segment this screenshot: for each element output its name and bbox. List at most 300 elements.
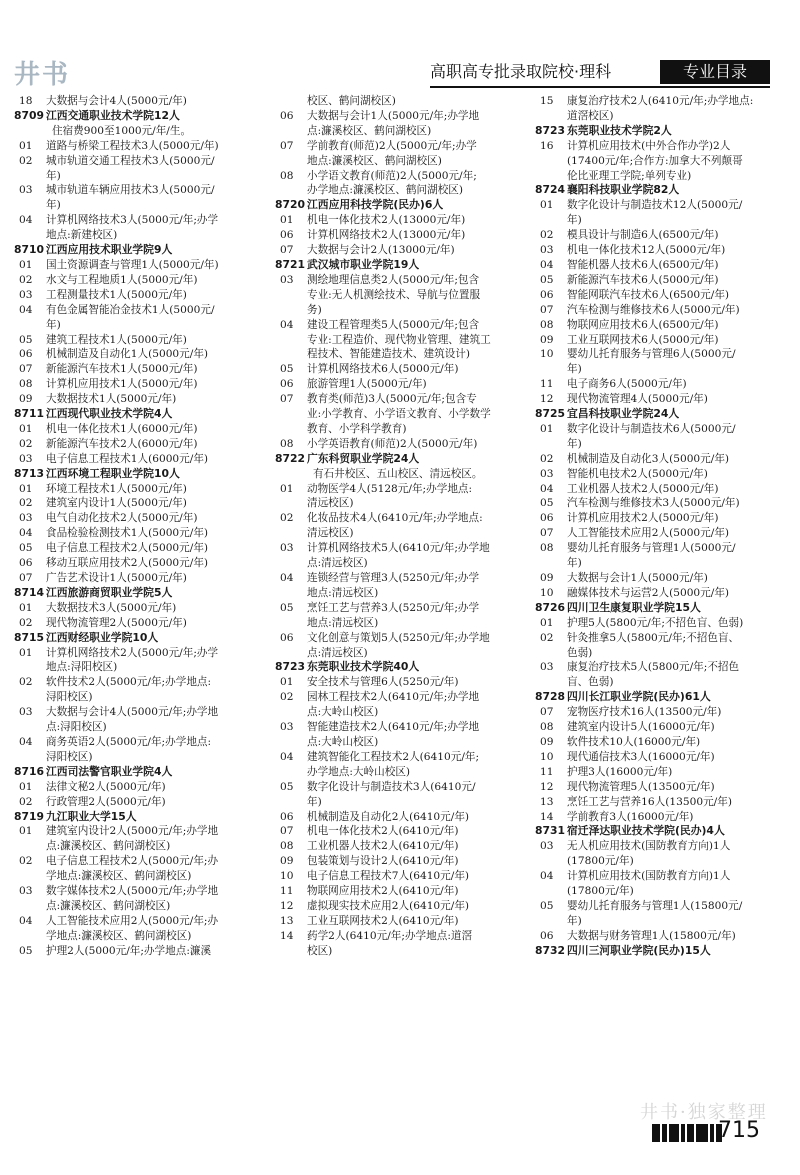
entry-text: 婴幼儿托育服务与管理1人(15800元/ (567, 899, 743, 912)
program-entry (14, 347, 269, 362)
entry-text: 学地点:濂溪校区、鹤问湖校区) (46, 870, 192, 883)
entry-text: 学前教育(师范)2人(5000元/年;办学 (307, 139, 477, 152)
entry-continuation (535, 675, 790, 690)
program-entry (14, 735, 269, 750)
program-entry (275, 601, 530, 616)
entry-text: 水文与工程地质1人(5000元/年) (46, 273, 198, 286)
program-code: 08 (280, 840, 294, 853)
entry-continuation (14, 720, 269, 735)
entry-text: 年) (307, 795, 322, 808)
program-entry (275, 571, 530, 586)
entry-text: 盲、色弱) (567, 676, 614, 689)
entry-text: 点:濂溪校区、鹤问湖校区) (307, 124, 432, 137)
program-code: 02 (19, 616, 33, 629)
program-entry (535, 526, 790, 541)
school-heading (14, 467, 269, 482)
entry-continuation (275, 347, 530, 362)
school-name: 九江职业大学15人 (46, 809, 137, 823)
school-heading (535, 944, 790, 959)
program-entry (535, 452, 790, 467)
entry-text: 建筑室内设计2人(5000元/年;办学地 (46, 825, 219, 838)
program-entry (275, 914, 530, 929)
entry-text: 地点:新建校区) (46, 229, 118, 242)
entry-text: 点:清远校区) (307, 557, 368, 570)
entry-text: 移动互联应用技术2人(5000元/年) (46, 557, 209, 570)
entry-text: 机械制造及自动化1人(5000元/年) (46, 348, 209, 361)
program-entry (14, 616, 269, 631)
entry-text: 点:清远校区) (307, 646, 368, 659)
entry-continuation (14, 318, 269, 333)
entry-continuation (275, 944, 530, 959)
school-code: 8723 (275, 660, 306, 674)
program-entry (535, 228, 790, 243)
program-code: 09 (540, 735, 554, 748)
program-entry (14, 139, 269, 154)
school-name: 江西司法警官职业学院4人 (46, 764, 173, 778)
program-code: 06 (280, 378, 294, 391)
program-entry (535, 616, 790, 631)
school-heading (275, 258, 530, 273)
school-note (14, 124, 269, 139)
school-name: 江西旅游商贸职业学院5人 (46, 585, 173, 599)
program-entry (14, 556, 269, 571)
program-entry (535, 392, 790, 407)
program-entry (275, 824, 530, 839)
entry-text: 点:浔阳校区) (46, 721, 107, 734)
school-heading (14, 109, 269, 124)
program-code: 04 (19, 214, 33, 227)
entry-text: 数字化设计与制造技术3人(6410元/ (307, 780, 476, 793)
program-entry (535, 750, 790, 765)
program-code: 03 (540, 244, 554, 257)
program-entry (14, 437, 269, 452)
program-entry (535, 795, 790, 810)
entry-text: 年) (46, 169, 61, 182)
entry-text: 点:濂溪校区、鹤问湖校区) (46, 840, 171, 853)
entry-text: 小学语文教育(师范)2人(5000元/年; (307, 169, 477, 182)
program-entry (275, 482, 530, 497)
program-entry (14, 601, 269, 616)
program-entry (275, 929, 530, 944)
entry-continuation (275, 422, 530, 437)
program-code: 01 (280, 214, 294, 227)
entry-text: 现代物流管理2人(5000元/年) (46, 616, 187, 629)
program-code: 01 (19, 601, 33, 614)
entry-text: 婴幼儿托育服务与管理1人(5000元/ (567, 542, 736, 555)
entry-text: 现代物流管理5人(13500元/年) (567, 780, 715, 793)
school-code: 8711 (14, 407, 45, 421)
program-code: 05 (540, 497, 554, 510)
program-entry (14, 273, 269, 288)
school-code: 8719 (14, 809, 45, 823)
school-code: 8728 (535, 690, 566, 704)
entry-text: 智能机器人技术6人(6500元/年) (567, 258, 719, 271)
program-entry (14, 944, 269, 959)
program-entry (535, 347, 790, 362)
program-code: 07 (280, 393, 294, 406)
entry-text: 年) (567, 363, 582, 376)
entry-continuation (535, 169, 790, 184)
program-entry (275, 810, 530, 825)
program-entry (14, 824, 269, 839)
program-code: 03 (19, 706, 33, 719)
entry-text: 人工智能技术应用2人(5000元/年;办 (46, 914, 219, 927)
entry-text: 大数据与财务管理1人(15800元/年) (567, 929, 736, 942)
program-code: 14 (280, 929, 294, 942)
program-entry (14, 854, 269, 869)
program-code: 04 (540, 870, 554, 883)
section-badge: 专业目录 (660, 60, 770, 84)
program-code: 02 (280, 691, 294, 704)
program-entry (535, 571, 790, 586)
school-name: 广东科贸职业学院24人 (307, 451, 420, 465)
column-2 (275, 94, 530, 959)
entry-text: 食品检验检测技术1人(5000元/年) (46, 527, 209, 540)
school-code: 8716 (14, 764, 45, 778)
entry-text: 安全技术与管理6人(5250元/年) (307, 676, 459, 689)
program-code: 06 (280, 109, 294, 122)
program-entry (14, 258, 269, 273)
program-code: 03 (19, 885, 33, 898)
entry-continuation (535, 884, 790, 899)
program-code: 07 (540, 706, 554, 719)
entry-text: 机电一体化技术1人(6000元/年) (46, 422, 198, 435)
entry-text: 校区、鹤问湖校区) (307, 95, 396, 107)
school-code: 8709 (14, 108, 45, 122)
program-entry (275, 213, 530, 228)
school-code: 8721 (275, 257, 306, 271)
school-name: 江西环境工程职业学院10人 (46, 466, 180, 480)
entry-text: 机电一体化技术2人(6410元/年) (307, 825, 459, 838)
school-note (275, 467, 530, 482)
program-entry (535, 735, 790, 750)
program-entry (14, 362, 269, 377)
program-code: 07 (19, 572, 33, 584)
entry-text: 智能机电技术2人(5000元/年) (567, 467, 708, 480)
program-entry (14, 422, 269, 437)
program-code: 06 (540, 288, 554, 301)
program-code: 07 (540, 527, 554, 540)
program-code: 13 (540, 795, 554, 808)
entry-text: 无人机应用技术(国防教育方向)1人 (567, 840, 731, 853)
entry-text: 点:濂溪校区、鹤问湖校区) (46, 899, 171, 912)
program-code: 02 (540, 229, 554, 242)
entry-text: 专业:无人机测绘技术、导航与位置服 (307, 288, 481, 301)
program-entry (535, 705, 790, 720)
entry-continuation (275, 765, 530, 780)
program-code: 03 (19, 452, 33, 465)
entry-text: 建筑室内设计1人(5000元/年) (46, 497, 187, 510)
entry-text: 机械制造及自动化3人(5000元/年) (567, 452, 730, 465)
entry-text: 环境工程技术1人(5000元/年) (46, 482, 187, 495)
entry-continuation (535, 109, 790, 124)
school-heading (535, 124, 790, 139)
entry-text: 计算机网络技术2人(13000元/年) (307, 229, 466, 242)
entry-continuation (275, 616, 530, 631)
entry-text: 现代通信技术3人(16000元/年) (567, 750, 715, 763)
entry-continuation (14, 839, 269, 854)
entry-text: 文化创意与策划5人(5250元/年;办学地 (307, 631, 490, 644)
program-entry (535, 839, 790, 854)
school-heading (14, 631, 269, 646)
program-code: 02 (19, 676, 33, 689)
entry-text: 电气自动化技术2人(5000元/年) (46, 512, 198, 525)
school-code: 8714 (14, 585, 45, 599)
entry-text: 建筑智能化工程技术2人(6410元/年; (307, 750, 480, 763)
program-code: 06 (280, 810, 294, 823)
school-heading (535, 601, 790, 616)
entry-continuation (14, 198, 269, 213)
entry-text: 汽车检测与维修技术6人(5000元/年) (567, 303, 740, 316)
entry-text: 旅游管理1人(5000元/年) (307, 378, 427, 391)
program-entry (535, 422, 790, 437)
program-entry (275, 884, 530, 899)
program-entry (535, 243, 790, 258)
entry-text: 年) (567, 914, 582, 927)
program-entry (14, 452, 269, 467)
entry-text: 年) (46, 199, 61, 212)
entry-text: 小学英语教育(师范)2人(5000元/年) (307, 437, 478, 450)
entry-text: 年) (567, 214, 582, 227)
entry-text: 新能源汽车技术2人(6000元/年) (46, 437, 198, 450)
entry-text: 办学地点:濂溪校区、鹤问湖校区) (307, 184, 464, 197)
program-entry (14, 571, 269, 586)
entry-text: 务) (307, 303, 322, 316)
program-code: 12 (280, 899, 294, 912)
entry-text: 护理3人(16000元/年) (567, 765, 673, 778)
program-entry (275, 541, 530, 556)
program-code: 03 (280, 273, 294, 286)
program-entry (14, 482, 269, 497)
program-entry (14, 675, 269, 690)
entry-continuation (275, 183, 530, 198)
program-code: 12 (540, 393, 554, 406)
entry-continuation (275, 333, 530, 348)
program-entry (535, 258, 790, 273)
school-heading (14, 243, 269, 258)
entry-text: 城市轨道交通工程技术3人(5000元/ (46, 154, 215, 167)
entry-text: 物联网应用技术6人(6500元/年) (567, 318, 719, 331)
program-code: 04 (19, 527, 33, 540)
program-code: 01 (540, 199, 554, 212)
entry-continuation (275, 586, 530, 601)
entry-text: 虚拟现实技术应用2人(6410元/年) (307, 899, 470, 912)
program-code: 05 (19, 333, 33, 346)
entry-text: 包装策划与设计2人(6410元/年) (307, 855, 459, 868)
entry-text: 康复治疗技术5人(5800元/年;不招色 (567, 661, 740, 674)
entry-text: 道滘校区) (567, 109, 614, 122)
program-code: 03 (280, 721, 294, 734)
entry-text: 电子信息工程技术1人(6000元/年) (46, 452, 209, 465)
program-code: 03 (540, 661, 554, 674)
program-code: 10 (540, 750, 554, 763)
program-entry (535, 94, 790, 109)
program-code: 05 (280, 363, 294, 376)
program-code: 08 (540, 542, 554, 555)
entry-text: 地点:浔阳校区) (46, 661, 118, 674)
entry-continuation (275, 496, 530, 511)
program-entry (535, 273, 790, 288)
program-entry (14, 377, 269, 392)
entry-text: 工业机器人技术2人(5000元/年) (567, 482, 719, 495)
program-entry (535, 482, 790, 497)
program-code: 01 (19, 646, 33, 659)
program-code: 02 (540, 631, 554, 644)
entry-text: 园林工程技术2人(6410元/年;办学地 (307, 691, 480, 704)
program-code: 09 (19, 393, 33, 406)
entry-text: 教育类(师范)3人(5000元/年;包含专 (307, 393, 477, 406)
program-code: 16 (540, 139, 554, 152)
program-entry (535, 333, 790, 348)
entry-continuation (275, 94, 530, 109)
entry-text: 清远校区) (307, 497, 354, 510)
school-name: 江西交通职业技术学院12人 (46, 108, 180, 122)
program-entry (14, 511, 269, 526)
program-entry (14, 94, 269, 109)
school-name: 武汉城市职业学院19人 (307, 257, 420, 271)
entry-text: 计算机网络技术2人(5000元/年;办学 (46, 646, 219, 659)
program-code: 04 (280, 572, 294, 584)
program-entry (275, 377, 530, 392)
program-entry (275, 392, 530, 407)
school-code: 8720 (275, 198, 306, 212)
entry-text: 业:小学教育、小学语文教育、小学数学 (307, 408, 491, 421)
program-code: 01 (540, 616, 554, 629)
program-code: 10 (280, 870, 294, 883)
program-entry (535, 810, 790, 825)
entry-text: 校区) (307, 944, 333, 957)
entry-text: 烹饪工艺与营养16人(13500元/年) (567, 795, 732, 808)
program-entry (535, 467, 790, 482)
program-code: 02 (540, 452, 554, 465)
school-heading (14, 586, 269, 601)
entry-text: 建设工程管理类5人(5000元/年;包含 (307, 318, 480, 331)
program-entry (535, 496, 790, 511)
entry-text: 机械制造及自动化2人(6410元/年) (307, 810, 470, 823)
entry-text: 年) (567, 437, 582, 450)
entry-text: 学前教育3人(16000元/年) (567, 810, 694, 823)
program-code: 06 (280, 229, 294, 242)
school-heading (535, 183, 790, 198)
program-code: 06 (280, 631, 294, 644)
school-code: 8731 (535, 824, 566, 838)
school-heading (535, 690, 790, 705)
entry-continuation (275, 556, 530, 571)
program-code: 11 (280, 885, 294, 898)
entry-continuation (535, 213, 790, 228)
program-entry (275, 869, 530, 884)
header-divider (430, 86, 770, 88)
school-code: 8713 (14, 466, 45, 480)
entry-text: 行政管理2人(5000元/年) (46, 795, 166, 808)
program-code: 07 (540, 303, 554, 316)
school-code: 8726 (535, 600, 566, 614)
entry-text: 伦比亚理工学院;单列专业) (567, 169, 692, 182)
program-code: 06 (19, 348, 33, 361)
page-number: 715 (718, 1118, 760, 1143)
program-entry (535, 765, 790, 780)
program-entry (535, 318, 790, 333)
program-code: 12 (540, 780, 554, 793)
program-code: 05 (280, 780, 294, 793)
page-header (430, 60, 770, 84)
school-name: 江西财经职业学院10人 (46, 630, 159, 644)
program-entry (535, 780, 790, 795)
entry-text: 智能网联汽车技术6人(6500元/年) (567, 288, 730, 301)
program-code: 04 (19, 735, 33, 748)
program-code: 06 (19, 557, 33, 570)
entry-text: 城市轨道车辆应用技术3人(5000元/ (46, 184, 215, 197)
program-entry (275, 109, 530, 124)
program-code: 05 (540, 273, 554, 286)
entry-text: 地点:清远校区) (307, 586, 379, 599)
page-marker-bars (652, 1124, 724, 1142)
program-code: 07 (19, 363, 33, 376)
program-entry (535, 929, 790, 944)
program-code: 01 (19, 422, 33, 435)
program-code: 02 (19, 855, 33, 868)
program-code: 08 (19, 378, 33, 391)
entry-text: 学地点:濂溪校区、鹤问湖校区) (46, 929, 192, 942)
program-entry (535, 511, 790, 526)
school-heading (14, 765, 269, 780)
program-code: 03 (19, 512, 33, 525)
entry-continuation (275, 124, 530, 139)
program-code: 03 (540, 840, 554, 853)
entry-text: 现代物流管理4人(5000元/年) (567, 393, 708, 406)
publisher-logo: 井书 (14, 60, 71, 90)
program-code: 02 (19, 497, 33, 510)
entry-text: 连锁经营与管理3人(5250元/年;办学 (307, 572, 480, 584)
program-entry (275, 273, 530, 288)
entry-text: (17800元/年) (567, 855, 634, 868)
entry-continuation (275, 735, 530, 750)
school-name: 东莞职业技术学院2人 (567, 123, 672, 137)
entry-text: 测绘地理信息类2人(5000元/年;包含 (307, 273, 480, 286)
program-entry (14, 705, 269, 720)
entry-text: 机电一体化技术12人(5000元/年) (567, 244, 726, 257)
entry-text: 汽车检测与维修技术3人(5000元/年) (567, 497, 740, 510)
program-entry (275, 169, 530, 184)
school-heading (535, 407, 790, 422)
entry-text: 法律文秘2人(5000元/年) (46, 780, 166, 793)
program-code: 01 (19, 780, 33, 793)
entry-text: 工业机器人技术2人(6410元/年) (307, 840, 459, 853)
program-code: 03 (19, 288, 33, 301)
column-3 (535, 94, 790, 959)
program-code: 01 (19, 258, 33, 271)
program-code: 04 (280, 750, 294, 763)
entry-continuation (14, 869, 269, 884)
program-code: 01 (280, 482, 294, 495)
program-entry (275, 228, 530, 243)
program-entry (275, 139, 530, 154)
entry-text: 建筑室内设计5人(16000元/年) (567, 721, 715, 734)
entry-text: 工业互联网技术2人(6410元/年) (307, 914, 459, 927)
entry-text: 大数据与会计1人(5000元/年;办学地 (307, 109, 480, 122)
program-entry (14, 333, 269, 348)
entry-text: 物联网应用技术2人(6410元/年) (307, 885, 459, 898)
program-entry (535, 720, 790, 735)
entry-continuation (275, 526, 530, 541)
entry-text: 康复治疗技术2人(6410元/年;办学地点: (567, 95, 754, 107)
entry-text: 国土资源调查与管理1人(5000元/年) (46, 258, 219, 271)
program-entry (535, 586, 790, 601)
entry-text: 计算机网络技术3人(5000元/年;办学 (46, 214, 219, 227)
program-entry (275, 437, 530, 452)
entry-text: 新能源汽车技术1人(5000元/年) (46, 363, 198, 376)
entry-text: 婴幼儿托育服务与管理6人(5000元/ (567, 348, 736, 361)
